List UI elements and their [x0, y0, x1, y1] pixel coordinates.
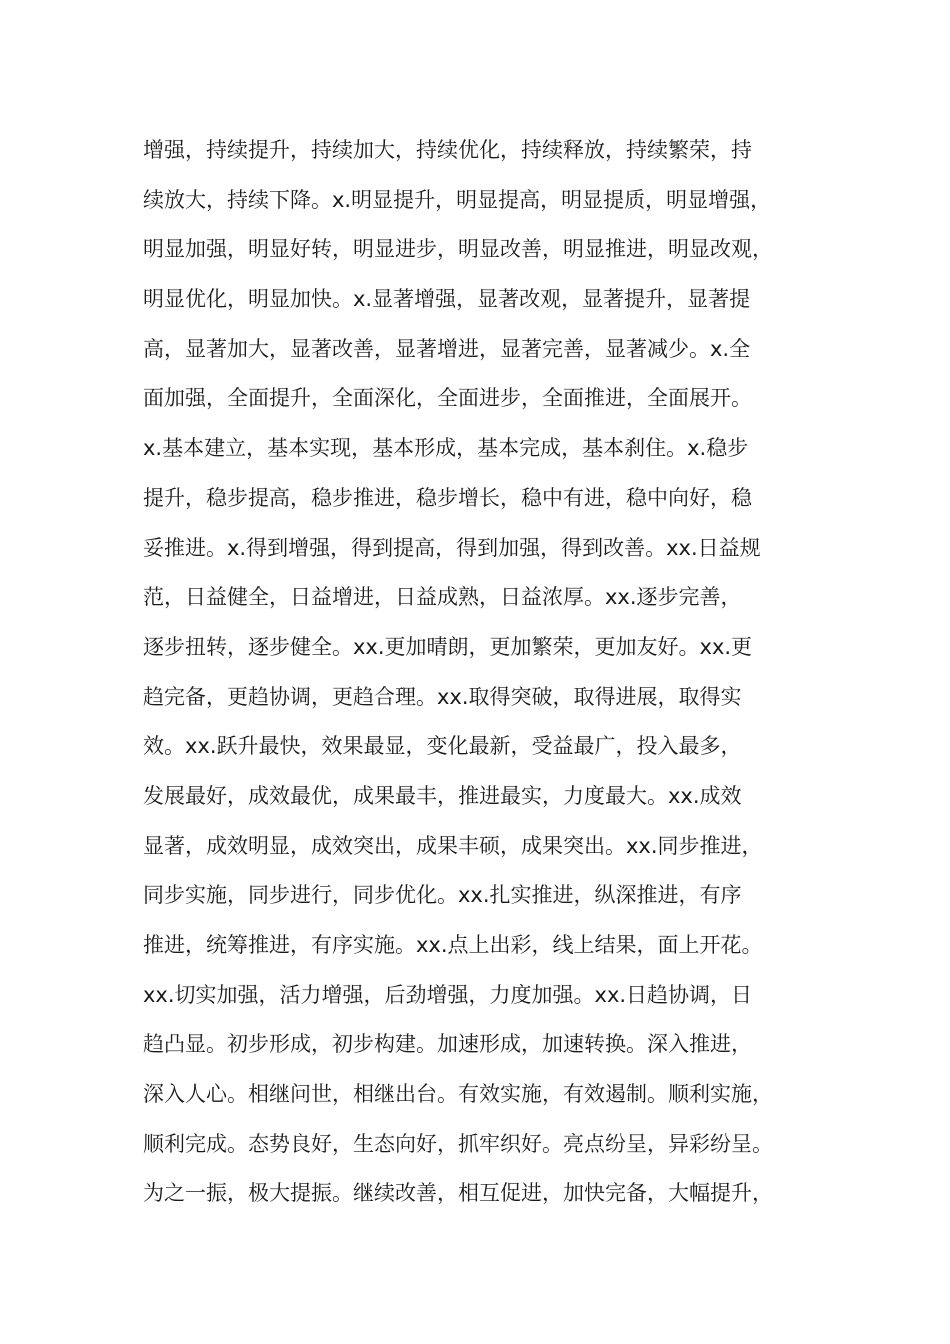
- text-line: 明显优化，明显加快。x.显著增强，显著改观，显著提升，显著提: [143, 287, 751, 312]
- text-line: 同步实施，同步进行，同步优化。xx.扎实推进，纵深推进，有序: [143, 883, 742, 908]
- text-line: 为之一振，极大提振。继续改善，相互促进，加快完备，大幅提升，: [143, 1181, 773, 1206]
- text-line: 续放大，持续下降。x.明显提升，明显提高，明显提质，明显增强，: [143, 187, 772, 212]
- text-line: 趋凸显。初步形成，初步构建。加速形成，加速转换。深入推进，: [143, 1032, 752, 1057]
- text-line: 顺利完成。态势良好，生态向好，抓牢织好。亮点纷呈，异彩纷呈。: [143, 1131, 773, 1156]
- text-line: 增强，持续提升，持续加大，持续优化，持续释放，持续繁荣，持: [143, 138, 752, 162]
- text-line: 妥推进。x.得到增强，得到提高，得到加强，得到改善。xx.日益规: [143, 535, 761, 560]
- text-line: 发展最好，成效最优，成果最丰，推进最实，力度最大。xx.成效: [143, 783, 742, 808]
- text-line: xx.切实加强，活力增强，后劲增强，力度加强。xx.日趋协调，日: [143, 982, 753, 1007]
- text-line: 提升，稳步提高，稳步推进，稳步增长，稳中有进，稳中向好，稳: [143, 485, 752, 510]
- text-line: 逐步扭转，逐步健全。xx.更加晴朗，更加繁荣，更加友好。xx.更: [143, 634, 753, 659]
- text-line: 面加强，全面提升，全面深化，全面进步，全面推进，全面展开。: [143, 386, 752, 411]
- body-text: [143, 126, 843, 1219]
- text-line: 范，日益健全，日益增进，日益成熟，日益浓厚。xx.逐步完善，: [143, 585, 742, 610]
- text-line: x.基本建立，基本实现，基本形成，基本完成，基本刹住。x.稳步: [143, 436, 749, 461]
- text-line: 显著，成效明显，成效突出，成果丰硕，成果突出。xx.同步推进，: [143, 833, 763, 858]
- text-line: 明显加强，明显好转，明显进步，明显改善，明显推进，明显改观，: [143, 237, 773, 262]
- text-line: 深入人心。相继问世，相继出台。有效实施，有效遏制。顺利实施，: [143, 1082, 773, 1107]
- text-line: 效。xx.跃升最快，效果最显，变化最新，受益最广，投入最多，: [143, 734, 742, 759]
- text-line: 高，显著加大，显著改善，显著增进，显著完善，显著减少。x.全: [143, 336, 751, 361]
- text-line: 趋完备，更趋协调，更趋合理。xx.取得突破，取得进展，取得实: [143, 684, 742, 709]
- text-line: 推进，统筹推进，有序实施。xx.点上出彩，线上结果，面上开花。: [143, 933, 763, 957]
